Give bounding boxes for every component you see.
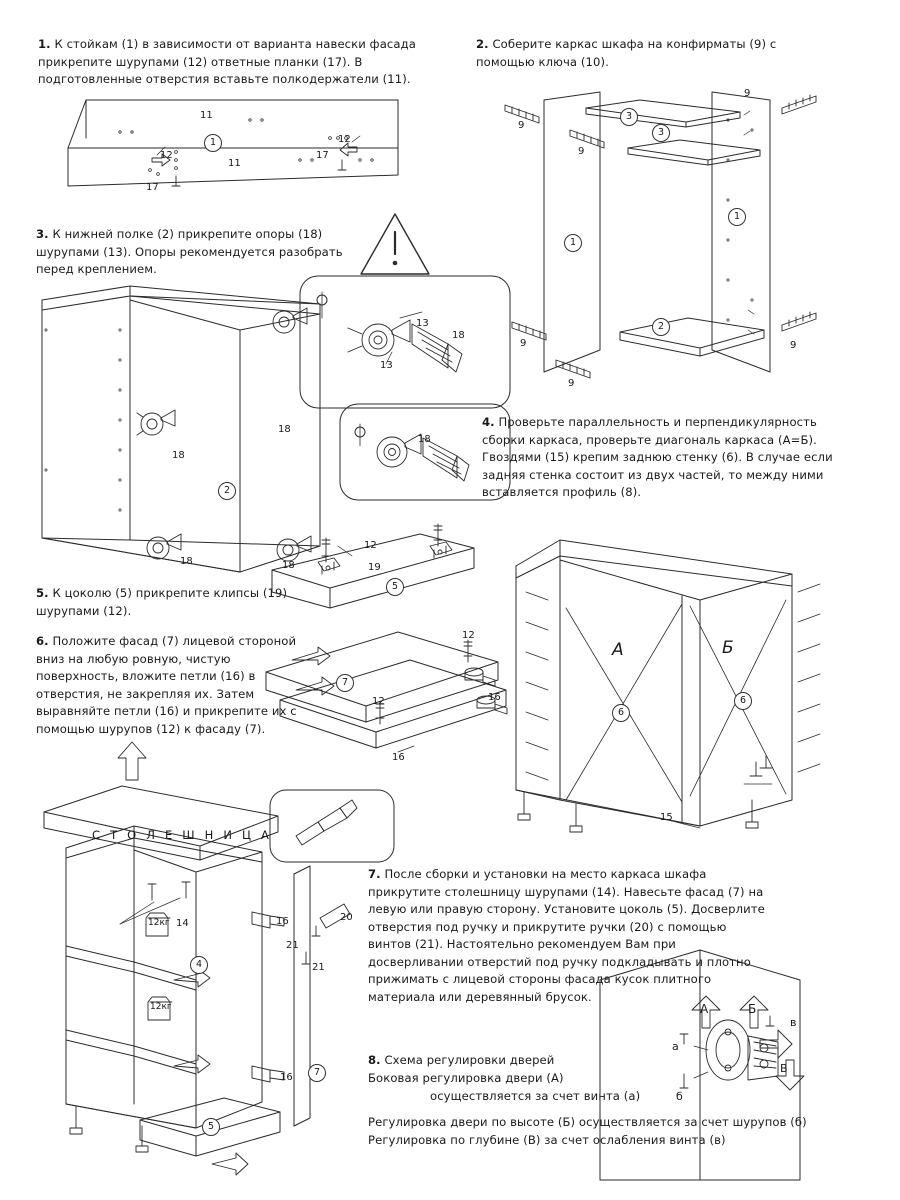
step-4-body: Проверьте параллельность и перпендикулярность сборки каркаса, проверьте диагональ каркаса (А=Б). Гвоздями (15) крепим заднюю стенку (6). В случае если задняя стенка состоит из двух частей, то между ними вставляется профиль (8). [482, 415, 833, 499]
part-mark-7b: 7 [308, 1064, 326, 1082]
part-mark-6b: 6 [734, 692, 752, 710]
mark-18c: 18 [180, 556, 193, 567]
mark-14: 14 [176, 918, 189, 929]
part-mark-1b: 1 [564, 234, 582, 252]
step-8-number: 8. [368, 1053, 381, 1067]
mark-9a: 9 [518, 120, 525, 131]
weight-label-1: 12кг [148, 918, 170, 928]
mark-12b: 12 [338, 134, 351, 145]
adjust-screw-a: а [672, 1040, 679, 1053]
drawing-step-4-carcass [516, 540, 820, 832]
part-mark-4: 4 [190, 956, 208, 974]
step-4-text [482, 414, 854, 502]
weight-label-2: 12кг [150, 1002, 172, 1012]
mark-16b: 16 [392, 752, 405, 763]
mark-21b: 21 [312, 962, 325, 973]
part-mark-5a: 5 [386, 578, 404, 596]
mark-15: 15 [660, 812, 673, 823]
warning-triangle-icon [361, 214, 429, 274]
mark-20: 20 [340, 912, 353, 923]
step-8-body: Схема регулировки дверей [384, 1053, 555, 1067]
diagonal-label-b: Б [722, 638, 734, 658]
hole-mark-11b: 11 [228, 158, 241, 169]
part-mark-6a: 6 [612, 704, 630, 722]
mark-9f: 9 [790, 340, 797, 351]
mark-17b: 17 [316, 150, 329, 161]
step-1-body: К стойкам (1) в зависимости от варианта навески фасада прикрепите шурупами (12) ответные планки (17). В подготовленные отверстия вставьте полкодержатели (11). [38, 37, 416, 86]
part-mark-1a: 1 [204, 134, 222, 152]
step-5-text [36, 585, 301, 620]
step-5-number: 5. [36, 586, 49, 600]
step-6-body: Положите фасад (7) лицевой стороной вниз на любую ровную, чистую поверхность, вложите петли (16) в отверстия, не закрепляя их. Затем выравняйте петли (16) и прикрепите их с помощью шурупов (12) к фасаду (7). [36, 634, 297, 736]
drawing-step-3-detail-1 [300, 276, 510, 408]
step-3-text [36, 226, 366, 279]
step-5-body: К цоколю (5) прикрепите клипсы (19) шурупами (12). [36, 586, 288, 618]
part-mark-2b: 2 [218, 482, 236, 500]
step-4-number: 4. [482, 415, 495, 429]
step-2-text [476, 36, 806, 71]
part-mark-1c: 1 [728, 208, 746, 226]
adjust-screw-b: б [676, 1090, 683, 1103]
mark-18a: 18 [278, 424, 291, 435]
mark-9c: 9 [520, 338, 527, 349]
part-mark-3a: 3 [620, 108, 638, 126]
mark-18b: 18 [172, 450, 185, 461]
step-8-line-2: осуществляется за счет винта (а) [430, 1089, 641, 1103]
step-8-line-4: Регулировка по глубине (В) за счет ослабления винта (в) [368, 1133, 726, 1147]
mark-13b: 13 [380, 360, 393, 371]
step-7-body: После сборки и установки на место каркаса шкафа прикрутите столешницу шурупами (14). Навесьте фасад (7) на левую или правую сторону. Установите цоколь (5). Досверлите отверстия под ручку и прикрутите ручки (20) с помощью винтов (21). Настоятельно рекомендуем Вам при досверливании отверстий под ручку подкладывать и плотно прижимать с лицевой стороны фасада кусок плитного материала или деревянный брусок. [368, 867, 765, 1004]
mark-18e: 18 [452, 330, 465, 341]
mark-16c: 16 [276, 916, 289, 927]
hole-mark-11a: 11 [200, 110, 213, 121]
step-2-body: Соберите каркас шкафа на конфирматы (9) с помощью ключа (10). [476, 37, 777, 69]
step-1-number: 1. [38, 37, 51, 51]
step-3-body: К нижней полке (2) прикрепите опоры (18) шурупами (13). Опоры рекомендуется разобрать перед креплением. [36, 227, 343, 276]
mark-12a: 12 [160, 150, 173, 161]
mark-9b: 9 [578, 146, 585, 157]
adjust-screw-v: в [790, 1016, 797, 1029]
mark-16d: 16 [280, 1072, 293, 1083]
step-7-text [368, 866, 768, 1006]
mark-19: 19 [368, 562, 381, 573]
step-6-number: 6. [36, 634, 49, 648]
mark-12e: 12 [372, 696, 385, 707]
countertop-label: С Т О Л Е Ш Н И Ц А [92, 828, 273, 842]
step-2-number: 2. [476, 37, 489, 51]
mark-9d: 9 [568, 378, 575, 389]
part-mark-7a: 7 [336, 674, 354, 692]
diagonal-label-a: А [612, 640, 624, 660]
drawing-screwdriver-detail [270, 790, 394, 862]
adjust-label-a: А [700, 1002, 709, 1016]
adjust-label-b: Б [748, 1002, 757, 1016]
part-mark-2a: 2 [652, 318, 670, 336]
step-7-number: 7. [368, 867, 381, 881]
mark-21a: 21 [286, 940, 299, 951]
adjust-label-v: В [780, 1062, 788, 1075]
mark-12c: 12 [364, 540, 377, 551]
step-8-title [368, 1052, 798, 1070]
step-6-text [36, 633, 302, 738]
drawing-step-6-facade [266, 632, 507, 752]
mark-16a: 16 [488, 692, 501, 703]
mark-9e: 9 [744, 88, 751, 99]
part-mark-5b: 5 [202, 1118, 220, 1136]
step-3-number: 3. [36, 227, 49, 241]
mark-17a: 17 [146, 182, 159, 193]
mark-18d: 18 [282, 560, 295, 571]
mark-13a: 13 [416, 318, 429, 329]
step-8-line-3: Регулировка двери по высоте (Б) осуществляется за счет шурупов (б) [368, 1115, 807, 1129]
mark-12d: 12 [462, 630, 475, 641]
part-mark-3b: 3 [652, 124, 670, 142]
mark-18f: 18 [418, 434, 431, 445]
step-1-text [38, 36, 433, 89]
step-8-line-1: Боковая регулировка двери (А) [368, 1071, 564, 1085]
